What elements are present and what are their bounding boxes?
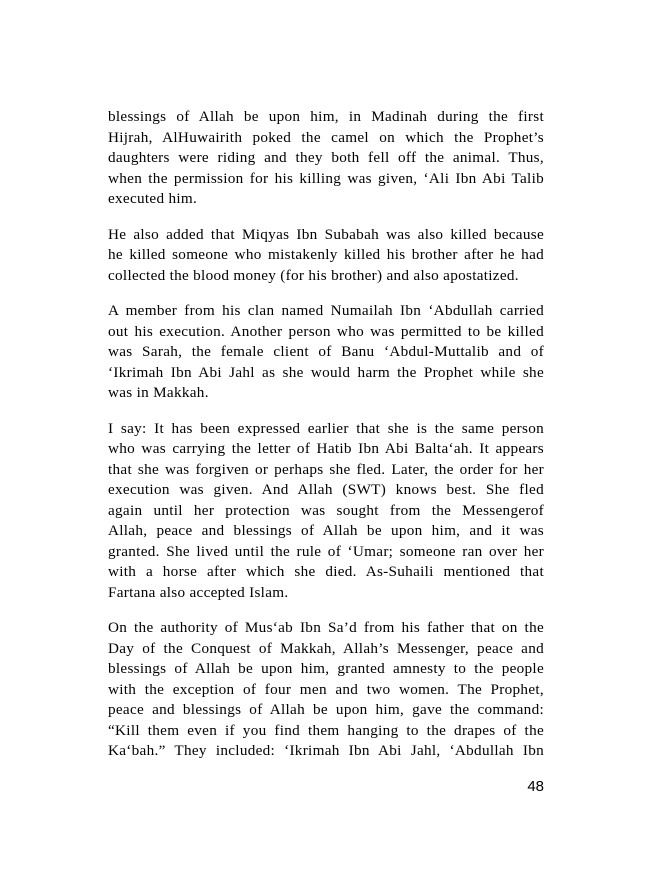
text-line: with the exception of four men and two women. The Prophet, <box>108 680 544 698</box>
text-line: execution was given. And Allah (SWT) knows best. She fled <box>108 481 544 498</box>
text-line: collected the blood money (for his brother) and also apostatized. <box>108 266 519 284</box>
paragraph-2 <box>108 225 544 287</box>
page-number: 48 <box>527 778 544 795</box>
text-line: Hijrah, AlHuwairith poked the camel on which the Prophet’s <box>108 128 544 146</box>
paragraph-5 <box>108 618 544 762</box>
paragraph-1 <box>108 107 544 210</box>
paragraph-4 <box>108 419 544 604</box>
text-line: Allah, peace and blessings of Allah be upon him, and it was <box>108 522 544 539</box>
text-line: “Kill them even if you find them hanging to the drapes of the <box>108 721 544 739</box>
text-line: Day of the Conquest of Makkah, Allah’s Messenger, peace and <box>108 639 544 657</box>
body-text <box>108 107 544 762</box>
text-line: was Sarah, the female client of Banu ‘Abdul-Muttalib and of <box>108 343 544 360</box>
text-line: daughters were riding and they both fell off the animal. Thus, <box>108 149 544 166</box>
text-line: granted. She lived until the rule of ‘Umar; someone ran over her <box>108 542 544 560</box>
text-line: again until her protection was sought from the Messengerof <box>108 501 544 519</box>
text-line: A member from his clan named Numailah Ibn ‘Abdullah carried <box>108 302 544 319</box>
text-line: Fartana also accepted Islam. <box>108 583 289 601</box>
text-line: He also added that Miqyas Ibn Subabah was also killed because <box>108 225 544 243</box>
text-line: executed him. <box>108 190 198 207</box>
text-line: ‘Ikrimah Ibn Abi Jahl as she would harm the Prophet while she <box>108 363 544 381</box>
text-line: Ka‘bah.” They included: ‘Ikrimah Ibn Abi Jahl, ‘Abdullah Ibn <box>108 742 544 759</box>
text-line: was in Makkah. <box>108 384 209 401</box>
text-line: I say: It has been expressed earlier that she is the same person <box>108 419 544 437</box>
text-line: who was carrying the letter of Hatib Ibn Abi Balta‘ah. It appears <box>108 440 544 457</box>
text-line: peace and blessings of Allah be upon him, gave the command: <box>108 701 544 718</box>
text-line: out his execution. Another person who was permitted to be killed <box>108 322 544 340</box>
text-line: that she was forgiven or perhaps she fled. Later, the order for her <box>108 460 544 478</box>
paragraph-3 <box>108 301 544 404</box>
text-line: blessings of Allah be upon him, in Madinah during the first <box>108 108 544 125</box>
text-line: when the permission for his killing was given, ‘Ali Ibn Abi Talib <box>108 169 544 187</box>
text-line: he killed someone who mistakenly killed his brother after he had <box>108 246 544 263</box>
text-line: On the authority of Mus‘ab Ibn Sa’d from his father that on the <box>108 619 544 636</box>
text-line: with a horse after which she died. As-Suhaili mentioned that <box>108 563 544 580</box>
text-line: blessings of Allah be upon him, granted amnesty to the people <box>108 660 544 677</box>
